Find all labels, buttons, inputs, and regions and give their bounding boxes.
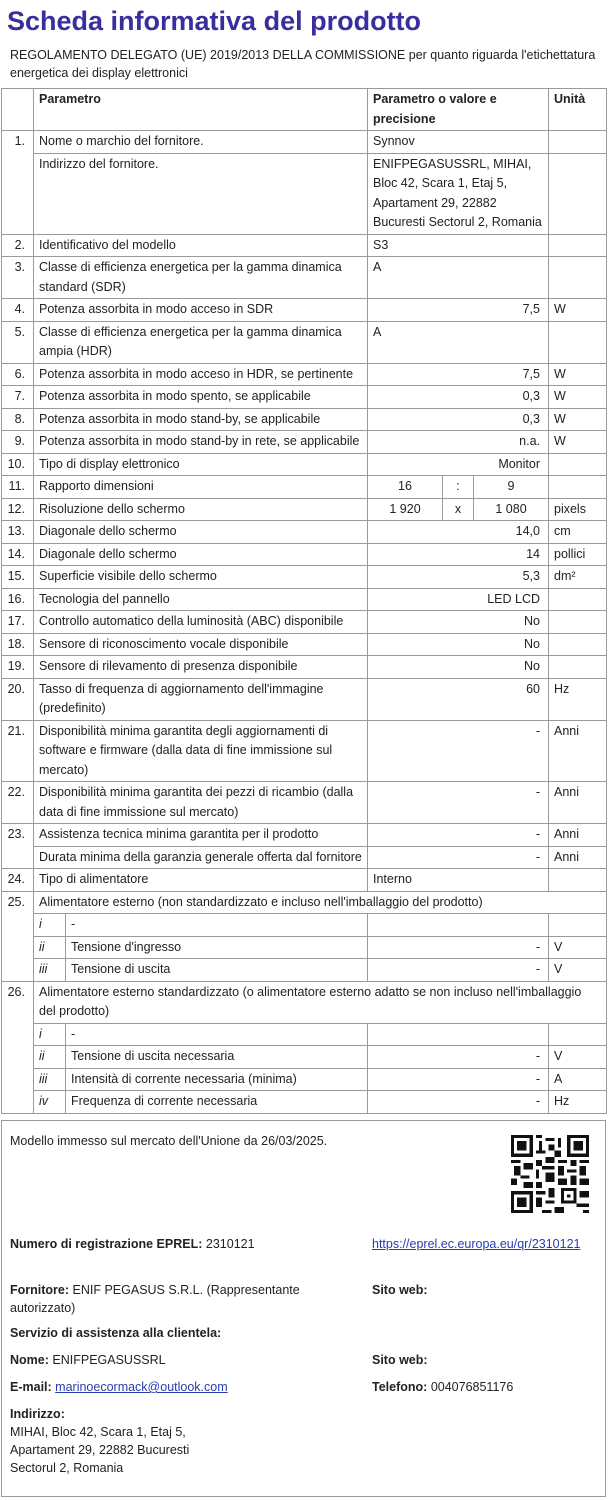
row-number: 4.	[2, 299, 34, 322]
row-unit: V	[549, 959, 607, 982]
table-row	[2, 321, 607, 363]
table-row	[2, 588, 607, 611]
eprel-label: Numero di registrazione EPREL:	[10, 1237, 203, 1251]
row-value: -	[368, 959, 549, 982]
table-row	[2, 611, 607, 634]
row-label: Identificativo del modello	[34, 234, 368, 257]
supplier	[10, 1281, 362, 1317]
row-number: 16.	[2, 588, 34, 611]
row-unit	[549, 476, 607, 499]
row-number	[2, 959, 34, 982]
row-label: Tensione di uscita	[66, 959, 368, 982]
table-row	[2, 914, 607, 937]
table-row	[2, 981, 607, 1023]
row-value: 14,0	[368, 521, 549, 544]
row-label: Potenza assorbita in modo acceso in SDR	[34, 299, 368, 322]
row-unit: W	[549, 431, 607, 454]
row-number: 20.	[2, 678, 34, 720]
customer-service-label: Servizio di assistenza alla clientela:	[10, 1326, 222, 1340]
sub-index: iii	[34, 1068, 66, 1091]
table-row	[2, 1068, 607, 1091]
row-label: Nome o marchio del fornitore.	[34, 131, 368, 154]
row-number: 12.	[2, 498, 34, 521]
header-value: Parametro o valore e precisione	[368, 89, 549, 131]
row-value: 5,3	[368, 566, 549, 589]
product-info-table	[1, 88, 607, 1114]
table-row	[2, 1091, 607, 1114]
row-value: Monitor	[368, 453, 549, 476]
row-label: Alimentatore esterno standardizzato (o alimentatore esterno adatto se non incluso nell'imballaggio del prodotto)	[34, 981, 607, 1023]
row-number	[2, 846, 34, 869]
row-number: 19.	[2, 656, 34, 679]
row-unit: Anni	[549, 846, 607, 869]
row-number: 2.	[2, 234, 34, 257]
table-row	[2, 363, 607, 386]
row-number: 14.	[2, 543, 34, 566]
email-link[interactable]: marinoecormack@outlook.com	[55, 1380, 228, 1394]
table-row	[2, 891, 607, 914]
row-unit: pixels	[549, 498, 607, 521]
table-row	[2, 299, 607, 322]
row-value: No	[368, 611, 549, 634]
row-unit: W	[549, 408, 607, 431]
row-unit	[549, 153, 607, 234]
row-unit: Anni	[549, 782, 607, 824]
resolution-height: 1 080	[474, 498, 549, 521]
row-value: -	[368, 1046, 549, 1069]
table-row	[2, 498, 607, 521]
row-number: 15.	[2, 566, 34, 589]
phone-value: 004076851176	[430, 1380, 514, 1394]
row-number	[2, 153, 34, 234]
row-label: Classe di efficienza energetica per la gamma dinamica ampia (HDR)	[34, 321, 368, 363]
row-unit: W	[549, 386, 607, 409]
table-row	[2, 782, 607, 824]
market-date: Modello immesso sul mercato dell'Unione da 26/03/2025.	[10, 1134, 328, 1148]
row-number: 25.	[2, 891, 34, 914]
row-label: Assistenza tecnica minima garantita per il prodotto	[34, 824, 368, 847]
row-unit: Hz	[549, 1091, 607, 1114]
name-label: Nome:	[10, 1353, 49, 1367]
row-unit	[549, 914, 607, 937]
row-label: Potenza assorbita in modo spento, se applicabile	[34, 386, 368, 409]
row-number: 5.	[2, 321, 34, 363]
service-name	[10, 1351, 166, 1369]
row-label: Diagonale dello schermo	[34, 543, 368, 566]
row-label: Potenza assorbita in modo acceso in HDR, se pertinente	[34, 363, 368, 386]
row-value: -	[368, 824, 549, 847]
row-unit	[549, 588, 607, 611]
row-number: 9.	[2, 431, 34, 454]
table-row	[2, 386, 607, 409]
sub-index: iv	[34, 1091, 66, 1114]
row-label: Frequenza di corrente necessaria	[66, 1091, 368, 1114]
table-row	[2, 720, 607, 782]
website-label: Sito web:	[372, 1283, 428, 1297]
row-unit: pollici	[549, 543, 607, 566]
table-row	[2, 678, 607, 720]
row-unit: Hz	[549, 678, 607, 720]
row-unit: W	[549, 363, 607, 386]
sub-index: i	[34, 1023, 66, 1046]
resolution-separator: x	[443, 498, 474, 521]
row-label: Tipo di display elettronico	[34, 453, 368, 476]
row-value: S3	[368, 234, 549, 257]
row-number	[2, 914, 34, 937]
address-value: MIHAI, Bloc 42, Scara 1, Etaj 5, Apartament 29, 22882 Bucuresti Sectorul 2, Romania	[10, 1425, 190, 1475]
table-row	[2, 131, 607, 154]
row-unit	[549, 131, 607, 154]
row-value: -	[368, 1091, 549, 1114]
service-email	[10, 1378, 228, 1396]
row-unit	[549, 321, 607, 363]
row-number: 23.	[2, 824, 34, 847]
row-label: Disponibilità minima garantita degli aggiornamenti di software e firmware (dalla data di fine immissione sul mercato)	[34, 720, 368, 782]
row-value: 0,3	[368, 408, 549, 431]
supplier-info-box	[1, 1120, 606, 1497]
row-unit	[549, 656, 607, 679]
address-label: Indirizzo:	[10, 1407, 65, 1421]
row-unit	[549, 611, 607, 634]
row-value: ENIFPEGASUSSRL, MIHAI, Bloc 42, Scara 1, Etaj 5, Apartament 29, 22882 Bucuresti Sectorul 2, Romania	[368, 153, 549, 234]
row-label: Tensione d'ingresso	[66, 936, 368, 959]
name-value: ENIFPEGASUSSRL	[52, 1353, 166, 1367]
row-unit	[549, 257, 607, 299]
service-website-label: Sito web:	[372, 1353, 428, 1367]
row-number: 18.	[2, 633, 34, 656]
table-row	[2, 234, 607, 257]
row-value: -	[368, 1068, 549, 1091]
supplier-value: ENIF PEGASUS S.R.L. (Rappresentante autorizzato)	[10, 1283, 300, 1315]
header-num-cell	[2, 89, 34, 131]
row-value: 0,3	[368, 386, 549, 409]
row-label: Controllo automatico della luminosità (ABC) disponibile	[34, 611, 368, 634]
row-value: A	[368, 257, 549, 299]
email-label: E-mail:	[10, 1380, 52, 1394]
table-row	[2, 656, 607, 679]
row-label: Durata minima della garanzia generale offerta dal fornitore	[34, 846, 368, 869]
row-value: A	[368, 321, 549, 363]
table-row	[2, 431, 607, 454]
row-unit: cm	[549, 521, 607, 544]
table-row	[2, 153, 607, 234]
header-unit: Unità	[549, 89, 607, 131]
row-unit: V	[549, 1046, 607, 1069]
row-value: 7,5	[368, 299, 549, 322]
sub-index: ii	[34, 936, 66, 959]
row-number	[2, 1046, 34, 1069]
table-row	[2, 566, 607, 589]
row-label: Sensore di riconoscimento vocale disponibile	[34, 633, 368, 656]
row-number: 22.	[2, 782, 34, 824]
table-row	[2, 521, 607, 544]
row-label: Tasso di frequenza di aggiornamento dell'immagine (predefinito)	[34, 678, 368, 720]
row-value: -	[368, 720, 549, 782]
row-number: 24.	[2, 869, 34, 892]
row-number: 6.	[2, 363, 34, 386]
eprel-number: 2310121	[205, 1237, 255, 1251]
table-row	[2, 543, 607, 566]
table-header-row	[2, 89, 607, 131]
row-number: 13.	[2, 521, 34, 544]
table-row	[2, 1046, 607, 1069]
row-unit	[549, 453, 607, 476]
table-row	[2, 453, 607, 476]
row-number: 10.	[2, 453, 34, 476]
row-value: Interno	[368, 869, 549, 892]
sub-index: ii	[34, 1046, 66, 1069]
row-number: 3.	[2, 257, 34, 299]
row-unit	[549, 234, 607, 257]
row-label: Potenza assorbita in modo stand-by, se applicabile	[34, 408, 368, 431]
row-value: n.a.	[368, 431, 549, 454]
eprel-link[interactable]: https://eprel.ec.europa.eu/qr/2310121	[372, 1237, 581, 1251]
row-number: 21.	[2, 720, 34, 782]
row-unit: W	[549, 299, 607, 322]
qr-code-icon	[511, 1135, 589, 1213]
row-label: Risoluzione dello schermo	[34, 498, 368, 521]
row-unit	[549, 869, 607, 892]
row-label: Superficie visibile dello schermo	[34, 566, 368, 589]
table-row	[2, 846, 607, 869]
row-label: Diagonale dello schermo	[34, 521, 368, 544]
row-value: 14	[368, 543, 549, 566]
table-row	[2, 476, 607, 499]
sub-index: iii	[34, 959, 66, 982]
row-label: Intensità di corrente necessaria (minima)	[66, 1068, 368, 1091]
row-unit	[549, 633, 607, 656]
row-label: Tipo di alimentatore	[34, 869, 368, 892]
regulation-text: REGOLAMENTO DELEGATO (UE) 2019/2013 DELLA COMMISSIONE per quanto riguarda l'etichettatura energetica dei display elettronici	[10, 48, 596, 80]
row-value: No	[368, 656, 549, 679]
table-row	[2, 408, 607, 431]
row-label: Indirizzo del fornitore.	[34, 153, 368, 234]
table-row	[2, 936, 607, 959]
row-number: 17.	[2, 611, 34, 634]
row-label: Sensore di rilevamento di presenza disponibile	[34, 656, 368, 679]
row-value: -	[368, 846, 549, 869]
row-value: 7,5	[368, 363, 549, 386]
row-value: 60	[368, 678, 549, 720]
sub-index: i	[34, 914, 66, 937]
row-label: Potenza assorbita in modo stand-by in rete, se applicabile	[34, 431, 368, 454]
row-number	[2, 1068, 34, 1091]
row-label: Alimentatore esterno (non standardizzato e incluso nell'imballaggio del prodotto)	[34, 891, 607, 914]
row-value	[368, 914, 549, 937]
table-row	[2, 257, 607, 299]
ratio-width: 16	[368, 476, 443, 499]
row-label: -	[66, 1023, 368, 1046]
row-unit: A	[549, 1068, 607, 1091]
row-value: Synnov	[368, 131, 549, 154]
header-param: Parametro	[34, 89, 368, 131]
service-phone	[372, 1378, 513, 1396]
row-label: -	[66, 914, 368, 937]
row-label: Tecnologia del pannello	[34, 588, 368, 611]
row-label: Tensione di uscita necessaria	[66, 1046, 368, 1069]
phone-label: Telefono:	[372, 1380, 428, 1394]
table-row	[2, 824, 607, 847]
row-number: 11.	[2, 476, 34, 499]
row-number	[2, 1023, 34, 1046]
ratio-separator: :	[443, 476, 474, 499]
row-label: Classe di efficienza energetica per la gamma dinamica standard (SDR)	[34, 257, 368, 299]
row-number: 26.	[2, 981, 34, 1023]
resolution-width: 1 920	[368, 498, 443, 521]
row-label: Disponibilità minima garantita dei pezzi di ricambio (dalla data di fine immissione sul mercato)	[34, 782, 368, 824]
row-number	[2, 1091, 34, 1114]
row-value: -	[368, 782, 549, 824]
row-label: Rapporto dimensioni	[34, 476, 368, 499]
row-unit: Anni	[549, 824, 607, 847]
row-value	[368, 1023, 549, 1046]
row-unit: V	[549, 936, 607, 959]
page-title: Scheda informativa del prodotto	[7, 6, 422, 36]
supplier-label: Fornitore:	[10, 1283, 70, 1297]
row-number: 1.	[2, 131, 34, 154]
row-unit	[549, 1023, 607, 1046]
ratio-height: 9	[474, 476, 549, 499]
row-unit: dm²	[549, 566, 607, 589]
table-row	[2, 1023, 607, 1046]
row-value: -	[368, 936, 549, 959]
row-value: No	[368, 633, 549, 656]
row-value: LED LCD	[368, 588, 549, 611]
eprel-registration	[10, 1235, 255, 1253]
table-row	[2, 959, 607, 982]
table-row	[2, 633, 607, 656]
row-number: 7.	[2, 386, 34, 409]
row-number: 8.	[2, 408, 34, 431]
row-number	[2, 936, 34, 959]
table-row	[2, 869, 607, 892]
row-unit: Anni	[549, 720, 607, 782]
